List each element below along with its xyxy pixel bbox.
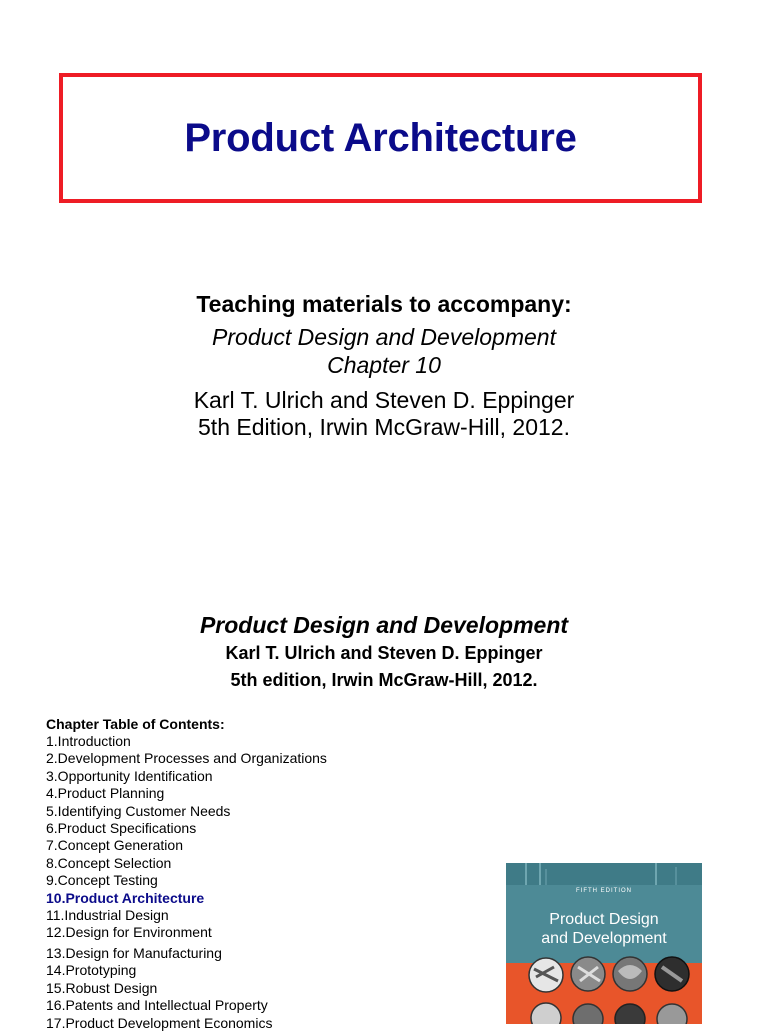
toc-item: 1.Introduction	[46, 733, 131, 749]
toc-item: 4.Product Planning	[46, 785, 165, 802]
cover-title-line2: and Development	[541, 930, 667, 947]
toc-item: 10.Product Architecture	[46, 889, 205, 906]
cover-title	[506, 910, 702, 948]
toc-item: 6.Product Specifications	[46, 820, 197, 837]
book-authors: Karl T. Ulrich and Steven D. Eppinger	[225, 643, 543, 663]
edition-line: 5th Edition, Irwin McGraw-Hill, 2012.	[198, 414, 570, 440]
toc-item: 5.Identifying Customer Needs	[46, 802, 231, 819]
toc-item: 3.Opportunity Identification	[46, 767, 213, 784]
toc-item: 9.Concept Testing	[46, 872, 158, 889]
book-edition: 5th edition, Irwin McGraw-Hill, 2012.	[230, 670, 538, 690]
subtitle-block	[0, 289, 768, 441]
book-title-italic: Product Design and Development	[212, 324, 556, 350]
toc-item: 11.Industrial Design	[46, 907, 169, 924]
title-frame	[59, 73, 702, 203]
book-cover-image	[506, 863, 702, 1024]
toc-item: 14.Prototyping	[46, 962, 137, 979]
chapter-label: Chapter 10	[327, 352, 441, 378]
cover-edition-label: FIFTH EDITION	[576, 888, 632, 894]
authors-line: Karl T. Ulrich and Steven D. Eppinger	[193, 387, 575, 413]
book-info-block	[0, 610, 768, 694]
slide-title: Product Architecture	[184, 115, 577, 160]
toc-heading: Chapter Table of Contents:	[46, 716, 225, 732]
toc-list	[46, 733, 486, 1032]
table-of-contents	[46, 715, 486, 1032]
teaching-materials-heading: Teaching materials to accompany:	[196, 291, 572, 317]
toc-item: 7.Concept Generation	[46, 837, 183, 854]
toc-item: 17.Product Development Economics	[46, 1014, 273, 1031]
toc-item: 16.Patents and Intellectual Property	[46, 997, 268, 1014]
book-title: Product Design and Development	[199, 612, 569, 638]
toc-item: 8.Concept Selection	[46, 854, 172, 871]
toc-item: 15.Robust Design	[46, 979, 158, 996]
toc-item: 13.Design for Manufacturing	[46, 944, 222, 961]
cover-title-line1: Product Design	[549, 911, 659, 928]
toc-item: 12.Design for Environment	[46, 924, 212, 941]
toc-item: 2.Development Processes and Organizations	[46, 750, 327, 767]
